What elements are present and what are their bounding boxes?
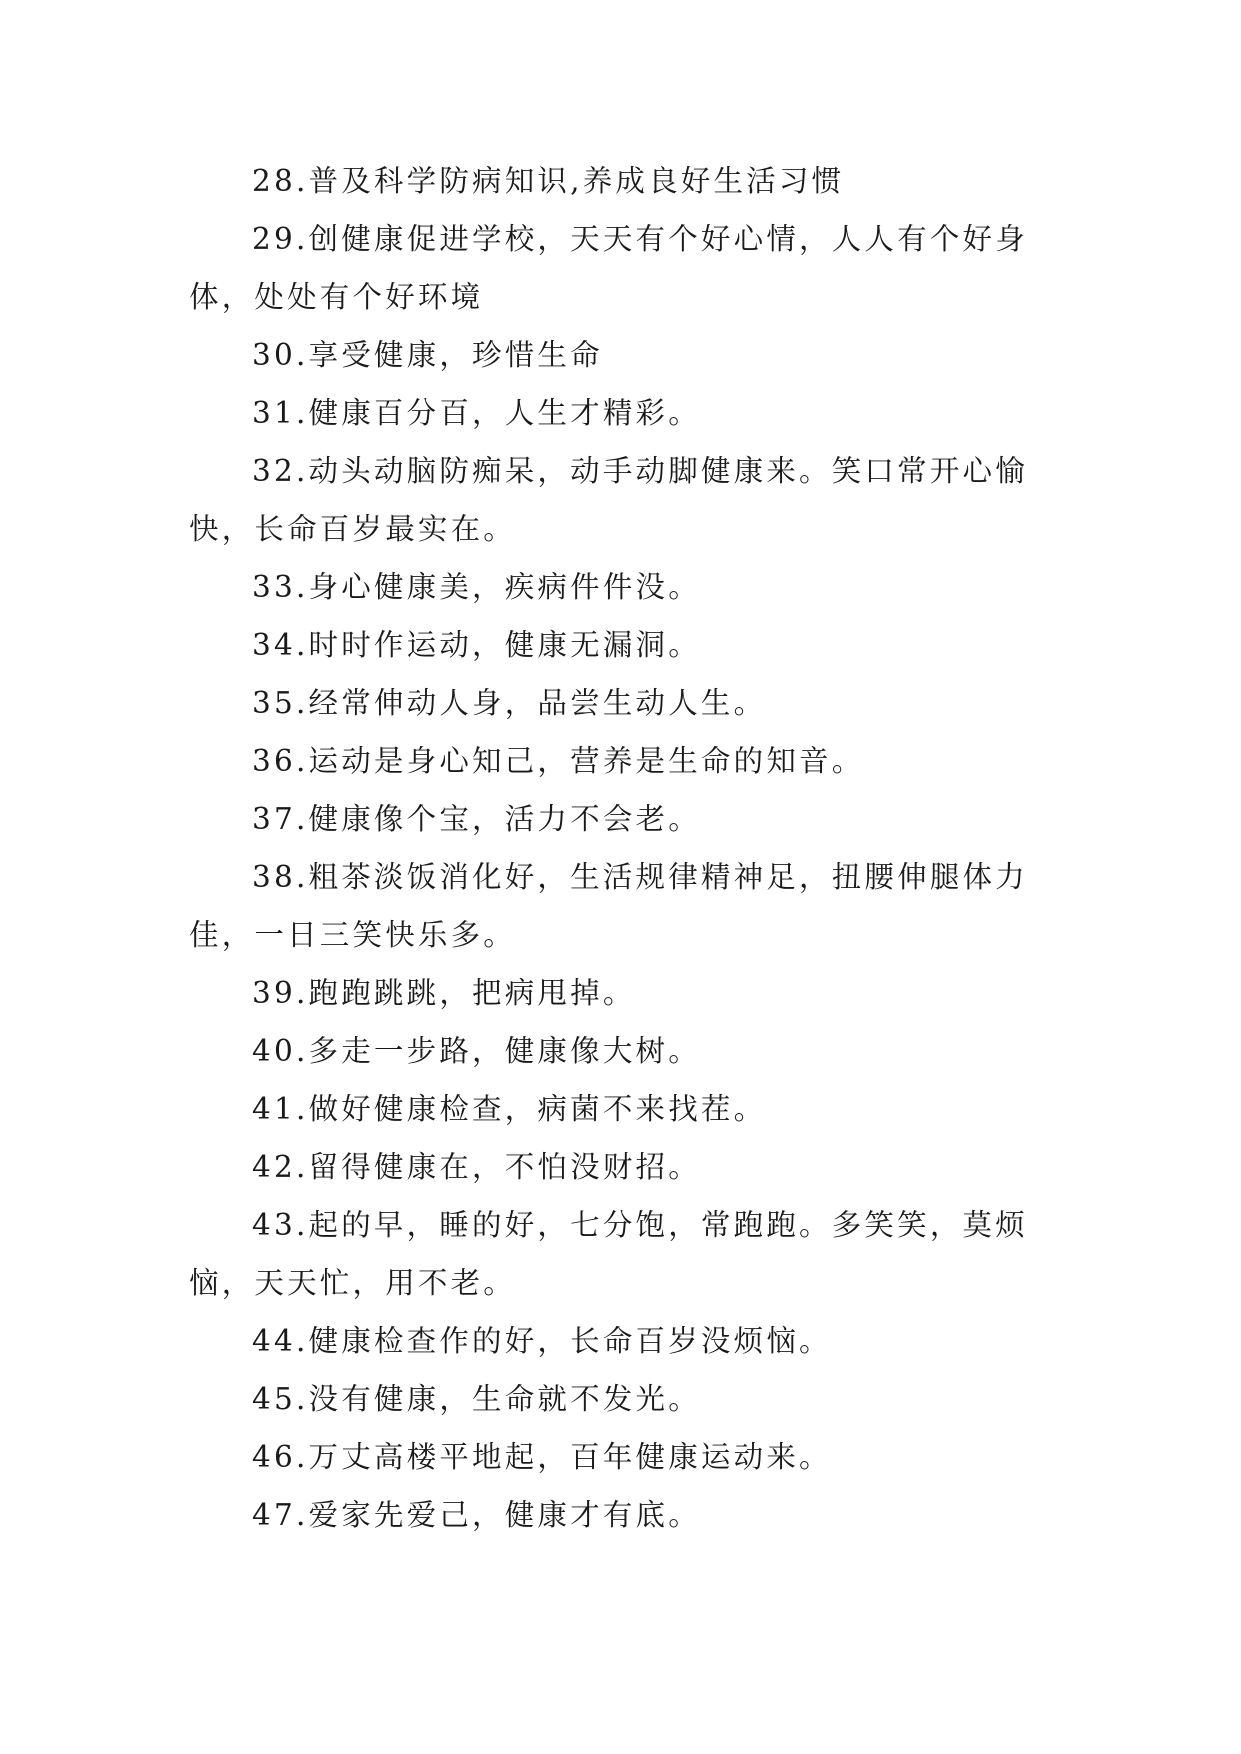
- slogan-item-31: 31.健康百分百，人生才精彩。: [252, 396, 701, 430]
- slogan-item-45: 45.没有健康，生命就不发光。: [252, 1382, 701, 1416]
- slogan-item-33: 33.身心健康美，疾病件件没。: [252, 570, 701, 604]
- slogan-item-40: 40.多走一步路，健康像大树。: [252, 1034, 701, 1068]
- slogan-item-37: 37.健康像个宝，活力不会老。: [252, 802, 701, 836]
- slogan-list: [189, 152, 1051, 1544]
- slogan-item-28: 28.普及科学防病知识,养成良好生活习惯: [252, 164, 845, 198]
- slogan-item-32: 32.动头动脑防痴呆，动手动脚健康来。笑口常开心愉快，长命百岁最实在。: [189, 454, 1028, 546]
- slogan-item-42: 42.留得健康在，不怕没财招。: [252, 1150, 701, 1184]
- slogan-item-35: 35.经常伸动人身，品尝生动人生。: [252, 686, 767, 720]
- slogan-item-39: 39.跑跑跳跳，把病甩掉。: [252, 976, 636, 1010]
- slogan-item-36: 36.运动是身心知己，营养是生命的知音。: [252, 744, 865, 778]
- slogan-item-47: 47.爱家先爱己，健康才有底。: [252, 1498, 701, 1532]
- slogan-item-38: 38.粗茶淡饭消化好，生活规律精神足，扭腰伸腿体力佳，一日三笑快乐多。: [189, 860, 1028, 952]
- slogan-item-41: 41.做好健康检查，病菌不来找茬。: [252, 1092, 767, 1126]
- slogan-item-46: 46.万丈高楼平地起，百年健康运动来。: [252, 1440, 832, 1474]
- slogan-item-29: 29.创健康促进学校，天天有个好心情，人人有个好身体，处处有个好环境: [189, 222, 1028, 314]
- slogan-item-34: 34.时时作运动，健康无漏洞。: [252, 628, 701, 662]
- slogan-item-43: 43.起的早，睡的好，七分饱，常跑跑。多笑笑，莫烦恼，天天忙，用不老。: [189, 1208, 1028, 1300]
- slogan-item-30: 30.享受健康，珍惜生命: [252, 338, 603, 372]
- slogan-item-44: 44.健康检查作的好，长命百岁没烦恼。: [252, 1324, 832, 1358]
